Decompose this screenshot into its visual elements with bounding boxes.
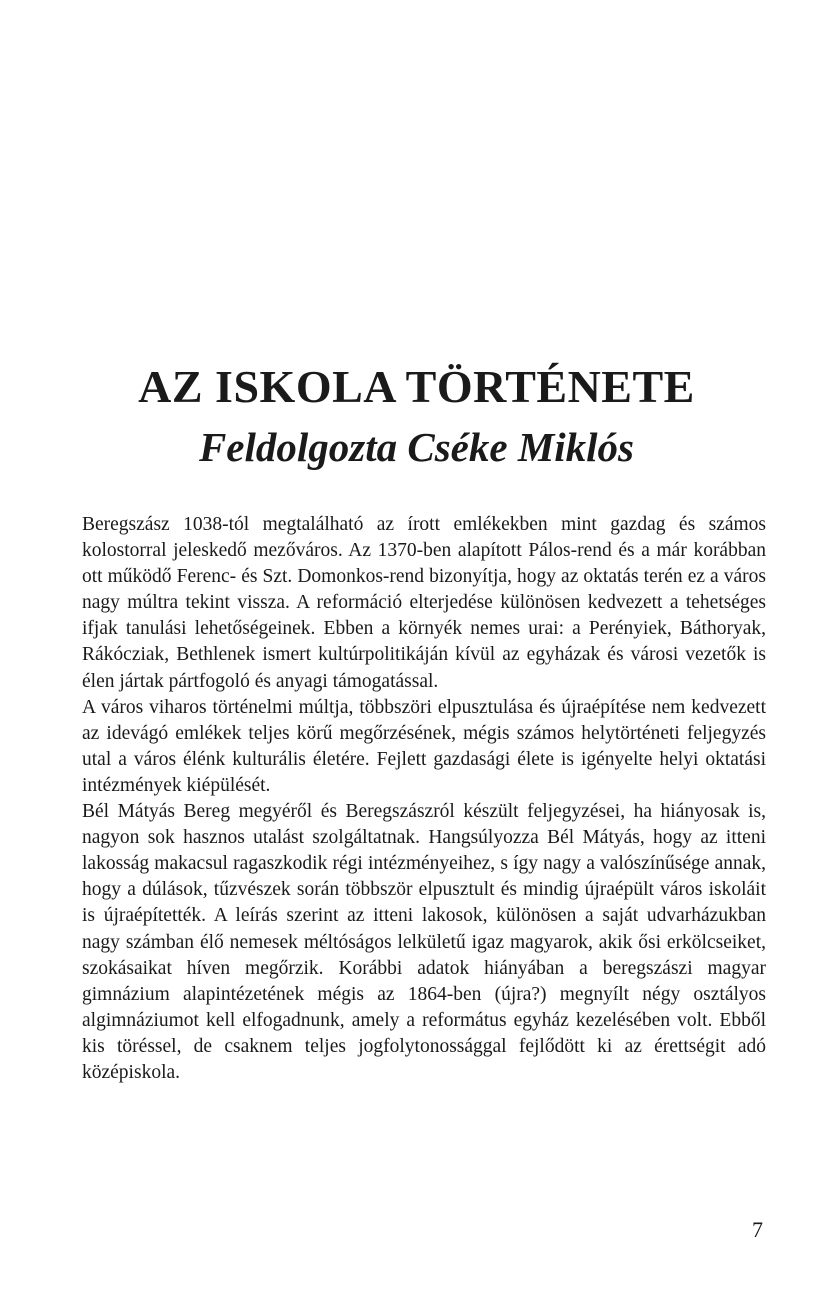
page-number: 7 (752, 1217, 763, 1242)
page-subtitle: Feldolgozta Cséke Miklós (198, 424, 635, 470)
body-text (82, 512, 766, 1086)
page-title: AZ ISKOLA TÖRTÉNETE (138, 361, 695, 412)
paragraph-3: Bél Mátyás Bereg megyéről és Beregszászról készült feljegyzései, ha hiányosak is, nagyon sok hasznos utalást szolgáltatnak. Hangsúlyozza Bél Mátyás, hogy az itteni lakosság makacsul ragaszkodik régi intézményeihez, s így nagy a valószínűsége annak, hogy a dúlások, tűzvészek során többször elpusztult és mindig újraépült város iskoláit is újraépítették. A leírás szerint az itteni lakosok, különösen a saját udvarházukban nagy számban élő nemesek méltóságos lelkületű igaz magyarok, akik ősi erkölcseiket, szokásaikat híven megőrzik. Korábbi adatok hiányában a beregszászi magyar gimnázium alapintézetének mégis az 1864-ben (újra?) megnyílt négy osztályos algimnáziumot kell elfogadnunk, amely a református egyház kezelésében volt. Ebből kis töréssel, de csaknem teljes jogfolytonossággal fejlődött ki az érettségit adó középiskola. (82, 801, 766, 1083)
paragraph-2: A város viharos történelmi múltja, többszöri elpusztulása és újraépítése nem kedvezett az idevágó emlékek teljes körű megőrzésének, mégis számos helytörténeti feljegyzés utal a város élénk kulturális életére. Fejlett gazdasági élete is igényelte helyi oktatási intézmények kiépülését. (82, 696, 766, 796)
paragraph-1: Beregszász 1038-tól megtalálható az írott emlékekben mint gazdag és számos kolostorral jeleskedő mezőváros. Az 1370-ben alapított Pálos-rend és a már korábban ott működő Ferenc- és Szt. Domonkos-rend bizonyítja, hogy az oktatás terén ez a város nagy múltra tekint vissza. A reformáció elterjedése különösen kedvezett a tehetséges ifjak tanulási lehetőségeinek. Ebben a környék nemes urai: a Perényiek, Báthoryak, Rákócziak, Bethlenek ismert kultúrpolitikáján kívül az egyházak és városi vezetők is élen jártak pártfogoló és anyagi támogatással. (82, 514, 766, 692)
